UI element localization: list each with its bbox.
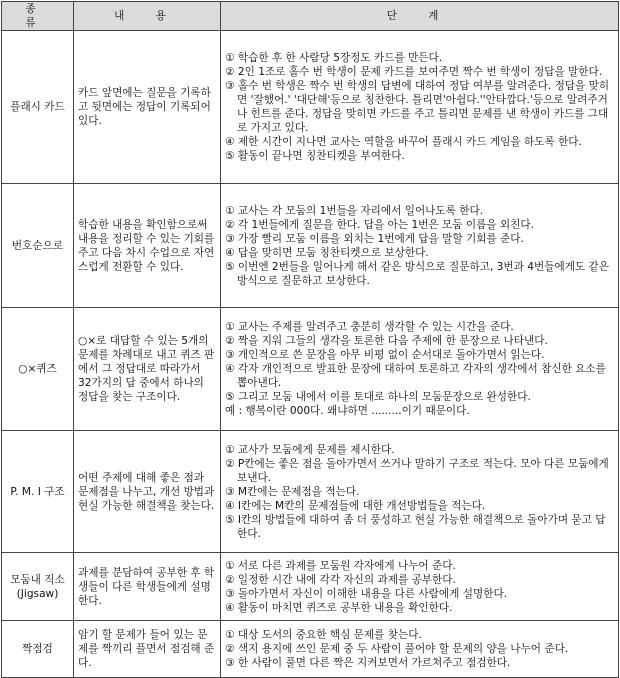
row-steps [221,308,619,431]
row-content: 암기 할 문제가 들어 있는 문제를 짝끼리 플면서 점검해 준다. [74,621,221,678]
row-type: ○×퀴즈 [2,308,74,431]
step-item: ③ 개인적으로 쓴 문장을 아무 비평 없이 순서대로 돌아가면서 읽는다. [225,349,545,361]
header-steps: 단 계 [221,2,619,31]
row-type: 모둠내 직소 (Jigsaw) [2,553,74,621]
row-content: ○×로 대답할 수 있는 5개의 문제를 차례대로 내고 퀴즈 판에서 그 정답대로 따라가서 32가지의 답 중에서 하나의 정답을 찾는 구조이다. [74,308,221,431]
table-row [2,553,619,621]
row-type: 번호순으로 [2,184,74,308]
step-item: ② 일정한 시간 내에 각각 자신의 과제를 공부한다. [225,573,456,586]
row-steps [221,431,619,553]
step-item: ① 교사가 모둠에게 문제를 제시한다. [225,443,395,456]
table-row [2,31,619,184]
row-steps [221,184,619,308]
step-item: ③ M칸에는 문제점을 적는다. [225,485,360,498]
step-item: ④ 제한 시간이 지나면 교사는 역할을 바꾸어 플래시 카드 게임을 하도록 한다. [225,136,582,148]
step-item: ④ 답을 맞히면 모둠 칭찬티켓으로 보상한다. [225,246,429,259]
table-row [2,308,619,431]
row-type: 플래시 카드 [2,31,74,184]
activity-table [1,1,619,678]
step-item: ① 학습한 후 한 사람당 5장정도 카드를 만든다. [225,52,443,64]
row-content: 학습한 내용을 확인함으로써 내용을 정리할 수 있는 기회를 주고 다음 차시 수업으로 자연스럽게 전환할 수 있다. [74,184,221,308]
step-item: ② 색지 용지에 쓰인 문제 중 두 사람이 풀어야 할 문제의 양을 나누어 준다. [225,643,569,655]
step-item: ② 각 1번들에게 질문을 한다. 답을 아는 1번은 모둠 이름을 외친다. [225,218,534,231]
row-type: 짝점검 [2,621,74,678]
step-item: ① 대상 도서의 중요한 핵심 문제를 찾는다. [225,629,422,641]
header-content: 내 용 [74,2,221,31]
row-content: 과제를 분담하여 공부한 후 학생들이 다른 학생들에게 설명한다. [74,553,221,621]
header-type: 종 류 [2,2,74,31]
row-content: 카드 앞면에는 질문을 기록하고 뒷면에는 정답이 기록되어 있다. [74,31,221,184]
table-row [2,621,619,678]
row-steps [221,553,619,621]
step-item: ① 교사는 주제를 알려주고 충분히 생각할 수 있는 시간을 준다. [225,321,514,333]
step-item: ⑤ 이번엔 2번들을 일어나게 해서 같은 방식으로 질문하고, 3번과 4번들에게도 같은 방식으로 질문하고 보상한다. [225,260,609,287]
table-row [2,431,619,553]
table-row [2,184,619,308]
step-example: 예 : 행복이란 000다. 왜냐하면 .........이기 때문이다. [225,405,470,417]
step-item: ① 서로 다른 과제를 모둠원 각자에게 나누어 준다. [225,559,456,572]
header-row [2,2,619,31]
row-type: P. M. I 구조 [2,431,74,553]
step-item: ④ 활동이 마치면 퀴즈로 공부한 내용을 확인한다. [225,601,453,614]
row-steps [221,621,619,678]
step-item: ③ 홀수 번 학생은 짝수 번 학생의 답변에 대하여 정답 여부를 알려준다. 정답을 맞히면 '잘했어.' '대단해'등으로 칭찬한다. 틀리면'아쉽다.''안타깝다.'등으로 알려주거나 힌트를 준다. 정답을 맞히면 카드를 주고 틀리면 문제를 낸 학생이 카드를 그대로 가지고 있다. [225,80,610,134]
step-item: ⑤ I칸의 방법들에 대하여 좀 더 풍성하고 현실 가능한 해결책으로 돌아가며 묻고 답한다. [225,513,606,540]
row-steps [221,31,619,184]
row-content: 어떤 주제에 대해 좋은 점과 문제점을 나누고, 개선 방법과 현실 가능한 해결책을 찾는다. [74,431,221,553]
step-item: ② 2인 1조로 홀수 번 학생이 문제 카드를 보여주면 짝수 번 학생이 정답을 말한다. [225,66,603,78]
step-item: ④ I칸에는 M칸의 문제점들에 대한 개선방법들을 적는다. [225,499,486,512]
step-item: ② P칸에는 좋은 점을 돌아가면서 쓰거나 말하기 구조로 적는다. 모아 다른 모둠에게 보낸다. [225,457,609,484]
step-item: ③ 한 사람이 풀면 다른 짝은 지켜보면서 가르쳐주고 점검한다. [225,657,511,669]
step-item: ③ 돌아가면서 자신이 이해한 내용을 다른 사람에게 설명한다. [225,587,508,600]
step-item: ② 짝을 지워 그들의 생각을 토론한 다음 주제에 한 문장으로 나타낸다. [225,335,548,347]
step-item: ④ 각자 개인적으로 발표한 문장에 대하여 토론하고 각자의 생각에서 참신한 요소를 뽑아낸다. [225,363,606,389]
step-item: ⑤ 활동이 끝나면 칭찬티켓을 부여한다. [225,150,405,162]
step-item: ⑤ 그리고 모둠 내에서 이를 토대로 하나의 모둠문장으로 완성한다. [225,391,531,403]
step-item: ③ 가장 빨리 모둠 이름을 외치는 1번에게 답을 말할 기회를 준다. [225,232,524,245]
step-item: ① 교사는 각 모둠의 1번들을 자리에서 일어나도록 한다. [225,204,484,217]
